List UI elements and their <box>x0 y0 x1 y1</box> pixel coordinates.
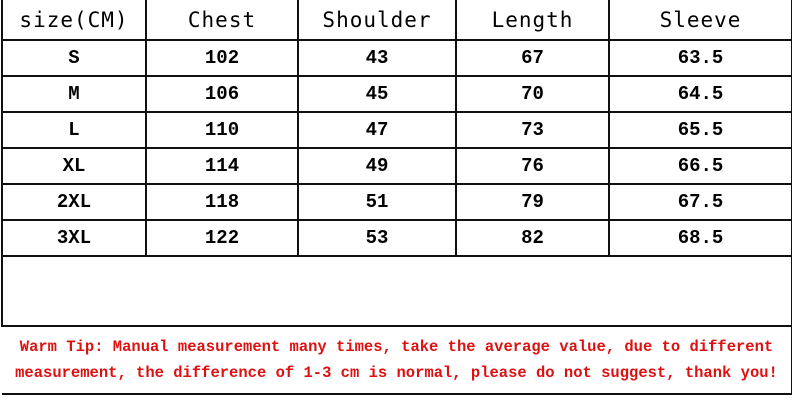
size-chart-table <box>1 0 792 395</box>
shoulder-value-cell: 45 <box>298 76 456 112</box>
sleeve-value-cell: 68.5 <box>609 220 792 256</box>
empty-spacer-cell <box>2 256 792 326</box>
spacer-row <box>2 256 792 326</box>
warning-row <box>2 326 792 394</box>
chest-value-cell: 106 <box>146 76 298 112</box>
column-header-chest: Chest <box>146 0 298 40</box>
shoulder-value-cell: 49 <box>298 148 456 184</box>
length-value-cell: 76 <box>456 148 609 184</box>
length-value-cell: 79 <box>456 184 609 220</box>
table-row <box>2 148 792 184</box>
table-row <box>2 76 792 112</box>
table-row <box>2 184 792 220</box>
size-label-cell: S <box>2 40 146 76</box>
sleeve-value-cell: 66.5 <box>609 148 792 184</box>
header-row <box>2 0 792 40</box>
column-header-shoulder: Shoulder <box>298 0 456 40</box>
sleeve-value-cell: 64.5 <box>609 76 792 112</box>
chest-value-cell: 114 <box>146 148 298 184</box>
column-header-length: Length <box>456 0 609 40</box>
warning-line-1: Warm Tip: Manual measurement many times, take the average value, due to different <box>19 338 774 356</box>
table-row <box>2 40 792 76</box>
warning-line-2: measurement, the difference of 1-3 cm is normal, please do not suggest, thank you! <box>15 364 778 382</box>
size-label-cell: XL <box>2 148 146 184</box>
sleeve-value-cell: 63.5 <box>609 40 792 76</box>
length-value-cell: 70 <box>456 76 609 112</box>
shoulder-value-cell: 53 <box>298 220 456 256</box>
size-label-cell: M <box>2 76 146 112</box>
size-label-cell: L <box>2 112 146 148</box>
length-value-cell: 73 <box>456 112 609 148</box>
shoulder-value-cell: 51 <box>298 184 456 220</box>
length-value-cell: 67 <box>456 40 609 76</box>
size-label-cell: 2XL <box>2 184 146 220</box>
size-label-cell: 3XL <box>2 220 146 256</box>
warning-tip <box>2 326 792 394</box>
chest-value-cell: 118 <box>146 184 298 220</box>
sleeve-value-cell: 67.5 <box>609 184 792 220</box>
table-row <box>2 112 792 148</box>
shoulder-value-cell: 47 <box>298 112 456 148</box>
length-value-cell: 82 <box>456 220 609 256</box>
table-row <box>2 220 792 256</box>
chest-value-cell: 102 <box>146 40 298 76</box>
column-header-size: size(CM) <box>2 0 146 40</box>
chest-value-cell: 110 <box>146 112 298 148</box>
chest-value-cell: 122 <box>146 220 298 256</box>
column-header-sleeve: Sleeve <box>609 0 792 40</box>
shoulder-value-cell: 43 <box>298 40 456 76</box>
sleeve-value-cell: 65.5 <box>609 112 792 148</box>
